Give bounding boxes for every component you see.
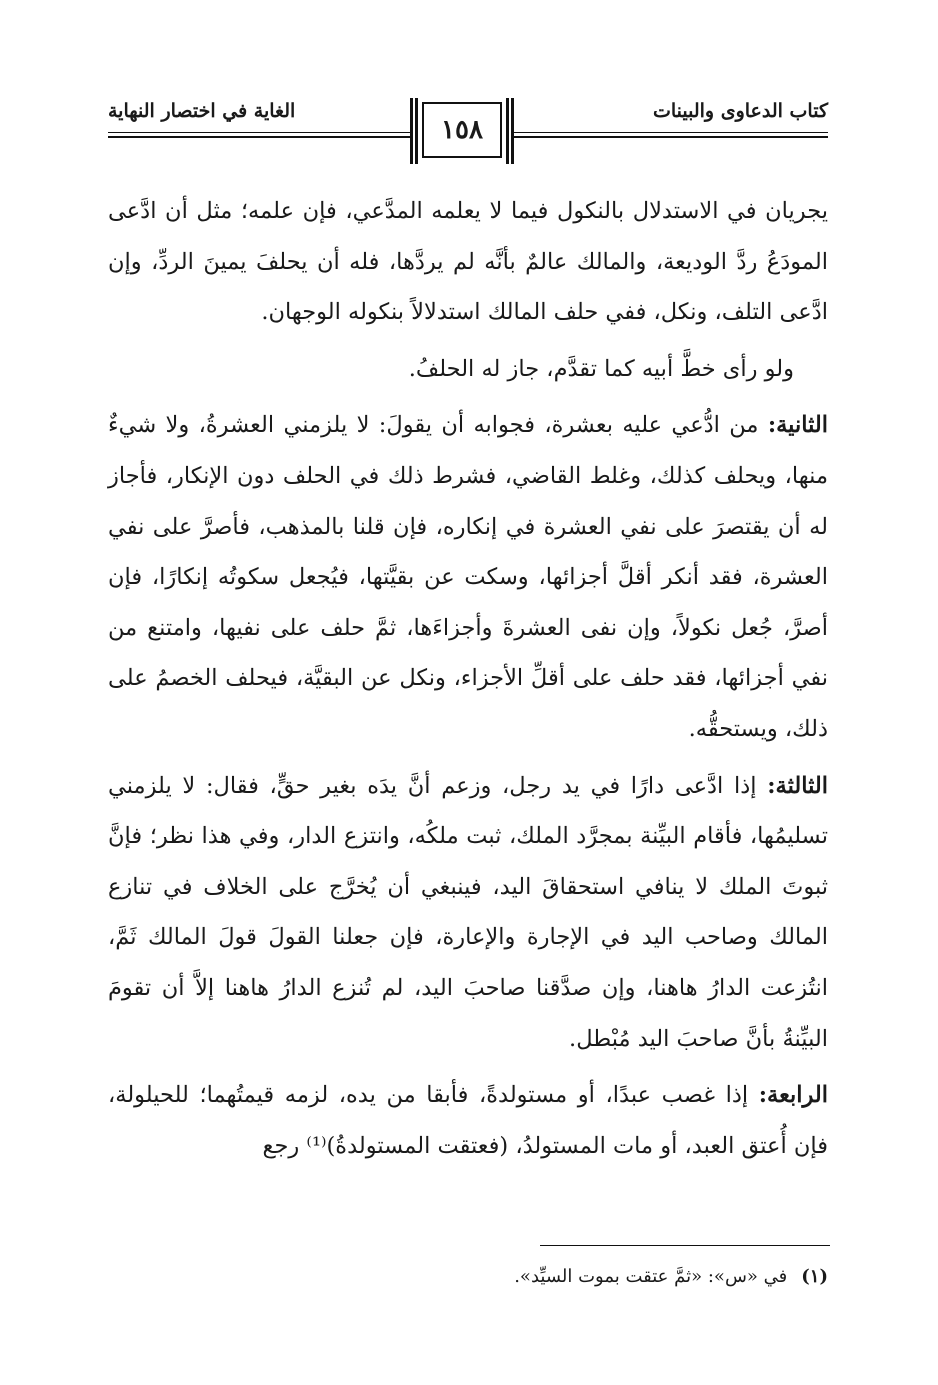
main-text [108, 186, 828, 1171]
paragraph-5-text: إذا غصب عبدًا، أو مستولدةً، فأبقا من يده، لزمه قيمتُهما؛ للحيلولة، فإن أُعتق العبد، أو مات المستولدُ، (فعتقت المستولدةُ)⁽¹⁾ رجع [108, 1082, 828, 1159]
paragraph-2: ولو رأى خطَّ أبيه كما تقدَّم، جاز له الحلفُ. [408, 355, 794, 382]
footnote [300, 1262, 828, 1292]
paragraph-3-text: من ادُّعي عليه بعشرة، فجوابه أن يقولَ: لا يلزمني العشرةُ، ولا شيءٌ منها، ويحلف كذلك، وغلط القاضي، فشرط ذلك في الحلف دون الإنكار، فأجاز له أن يقتصرَ على نفي العشرة في إنكاره، فإن قلنا بالمذهب، فأصرَّ على نفي العشرة، فقد أنكر أقلَّ أجزائها، وسكت عن بقيَّتها، فيُجعل سكوتُه إنكارًا، فإن أصرَّ، جُعل نكولاً، وإن نفى العشرةَ وأجزاءَها، ثمَّ حلف على نفيها، وامتنع من نفي أجزائها، فقد حلف على أقلِّ الأجزاء، ونكل عن البقيَّة، فيحلف الخصمُ على ذلك، ويستحقُّه. [108, 412, 828, 742]
footnote-text: في «س»: «ثمَّ عتقت بموت السيِّد». [514, 1266, 788, 1287]
page-header [108, 92, 828, 182]
page-number: ١٥٨ [422, 102, 502, 158]
book-title: الغاية في اختصار النهاية [108, 100, 296, 122]
issue-label-second: الثانية: [767, 412, 828, 439]
page-number-box [410, 98, 514, 164]
chapter-title: كتاب الدعاوى والبينات [652, 100, 828, 122]
issue-label-third: الثالثة: [767, 772, 828, 799]
paragraph-3 [108, 400, 828, 754]
paragraph-4-text: إذا ادَّعى دارًا في يد رجل، وزعم أنَّ يدَه بغير حقٍّ، فقال: لا يلزمني تسليمُها، فأقام البيِّنة بمجرَّد الملك، ثبت ملكُه، وانتزع الدار، وفي هذا نظر؛ فإنَّ ثبوتَ الملك لا ينافي استحقاقَ اليد، فينبغي أن يُخرَّج على الخلاف في تنازع المالك وصاحب اليد في الإجارة والإعارة، فإن جعلنا القولَ قولَ المالك ثَمَّ، انتُزعت الدارُ هاهنا، وإن صدَّقنا صاحبَ اليد، لم تُنزع الدارُ هاهنا إلاَّ أن تقومَ البيِّنةُ بأنَّ صاحبَ اليد مُبْطل. [108, 772, 828, 1052]
paragraph-5 [108, 1070, 828, 1171]
issue-label-fourth: الرابعة: [758, 1082, 828, 1109]
paragraph-1: يجريان في الاستدلال بالنكول فيما لا يعلمه المدَّعي، فإن علمه؛ مثل أن ادَّعى المودَعُ ردَّ الوديعة، والمالك عالمٌ بأنَّه لم يردَّها، فله أن يحلفَ يمينَ الردِّ، وإن ادَّعى التلف، ونكل، ففي حلف المالك استدلالاً بنكوله الوجهان. [108, 198, 828, 326]
footnote-separator [540, 1245, 830, 1246]
paragraph-4 [108, 761, 828, 1065]
footnote-number: (١) [801, 1266, 828, 1287]
